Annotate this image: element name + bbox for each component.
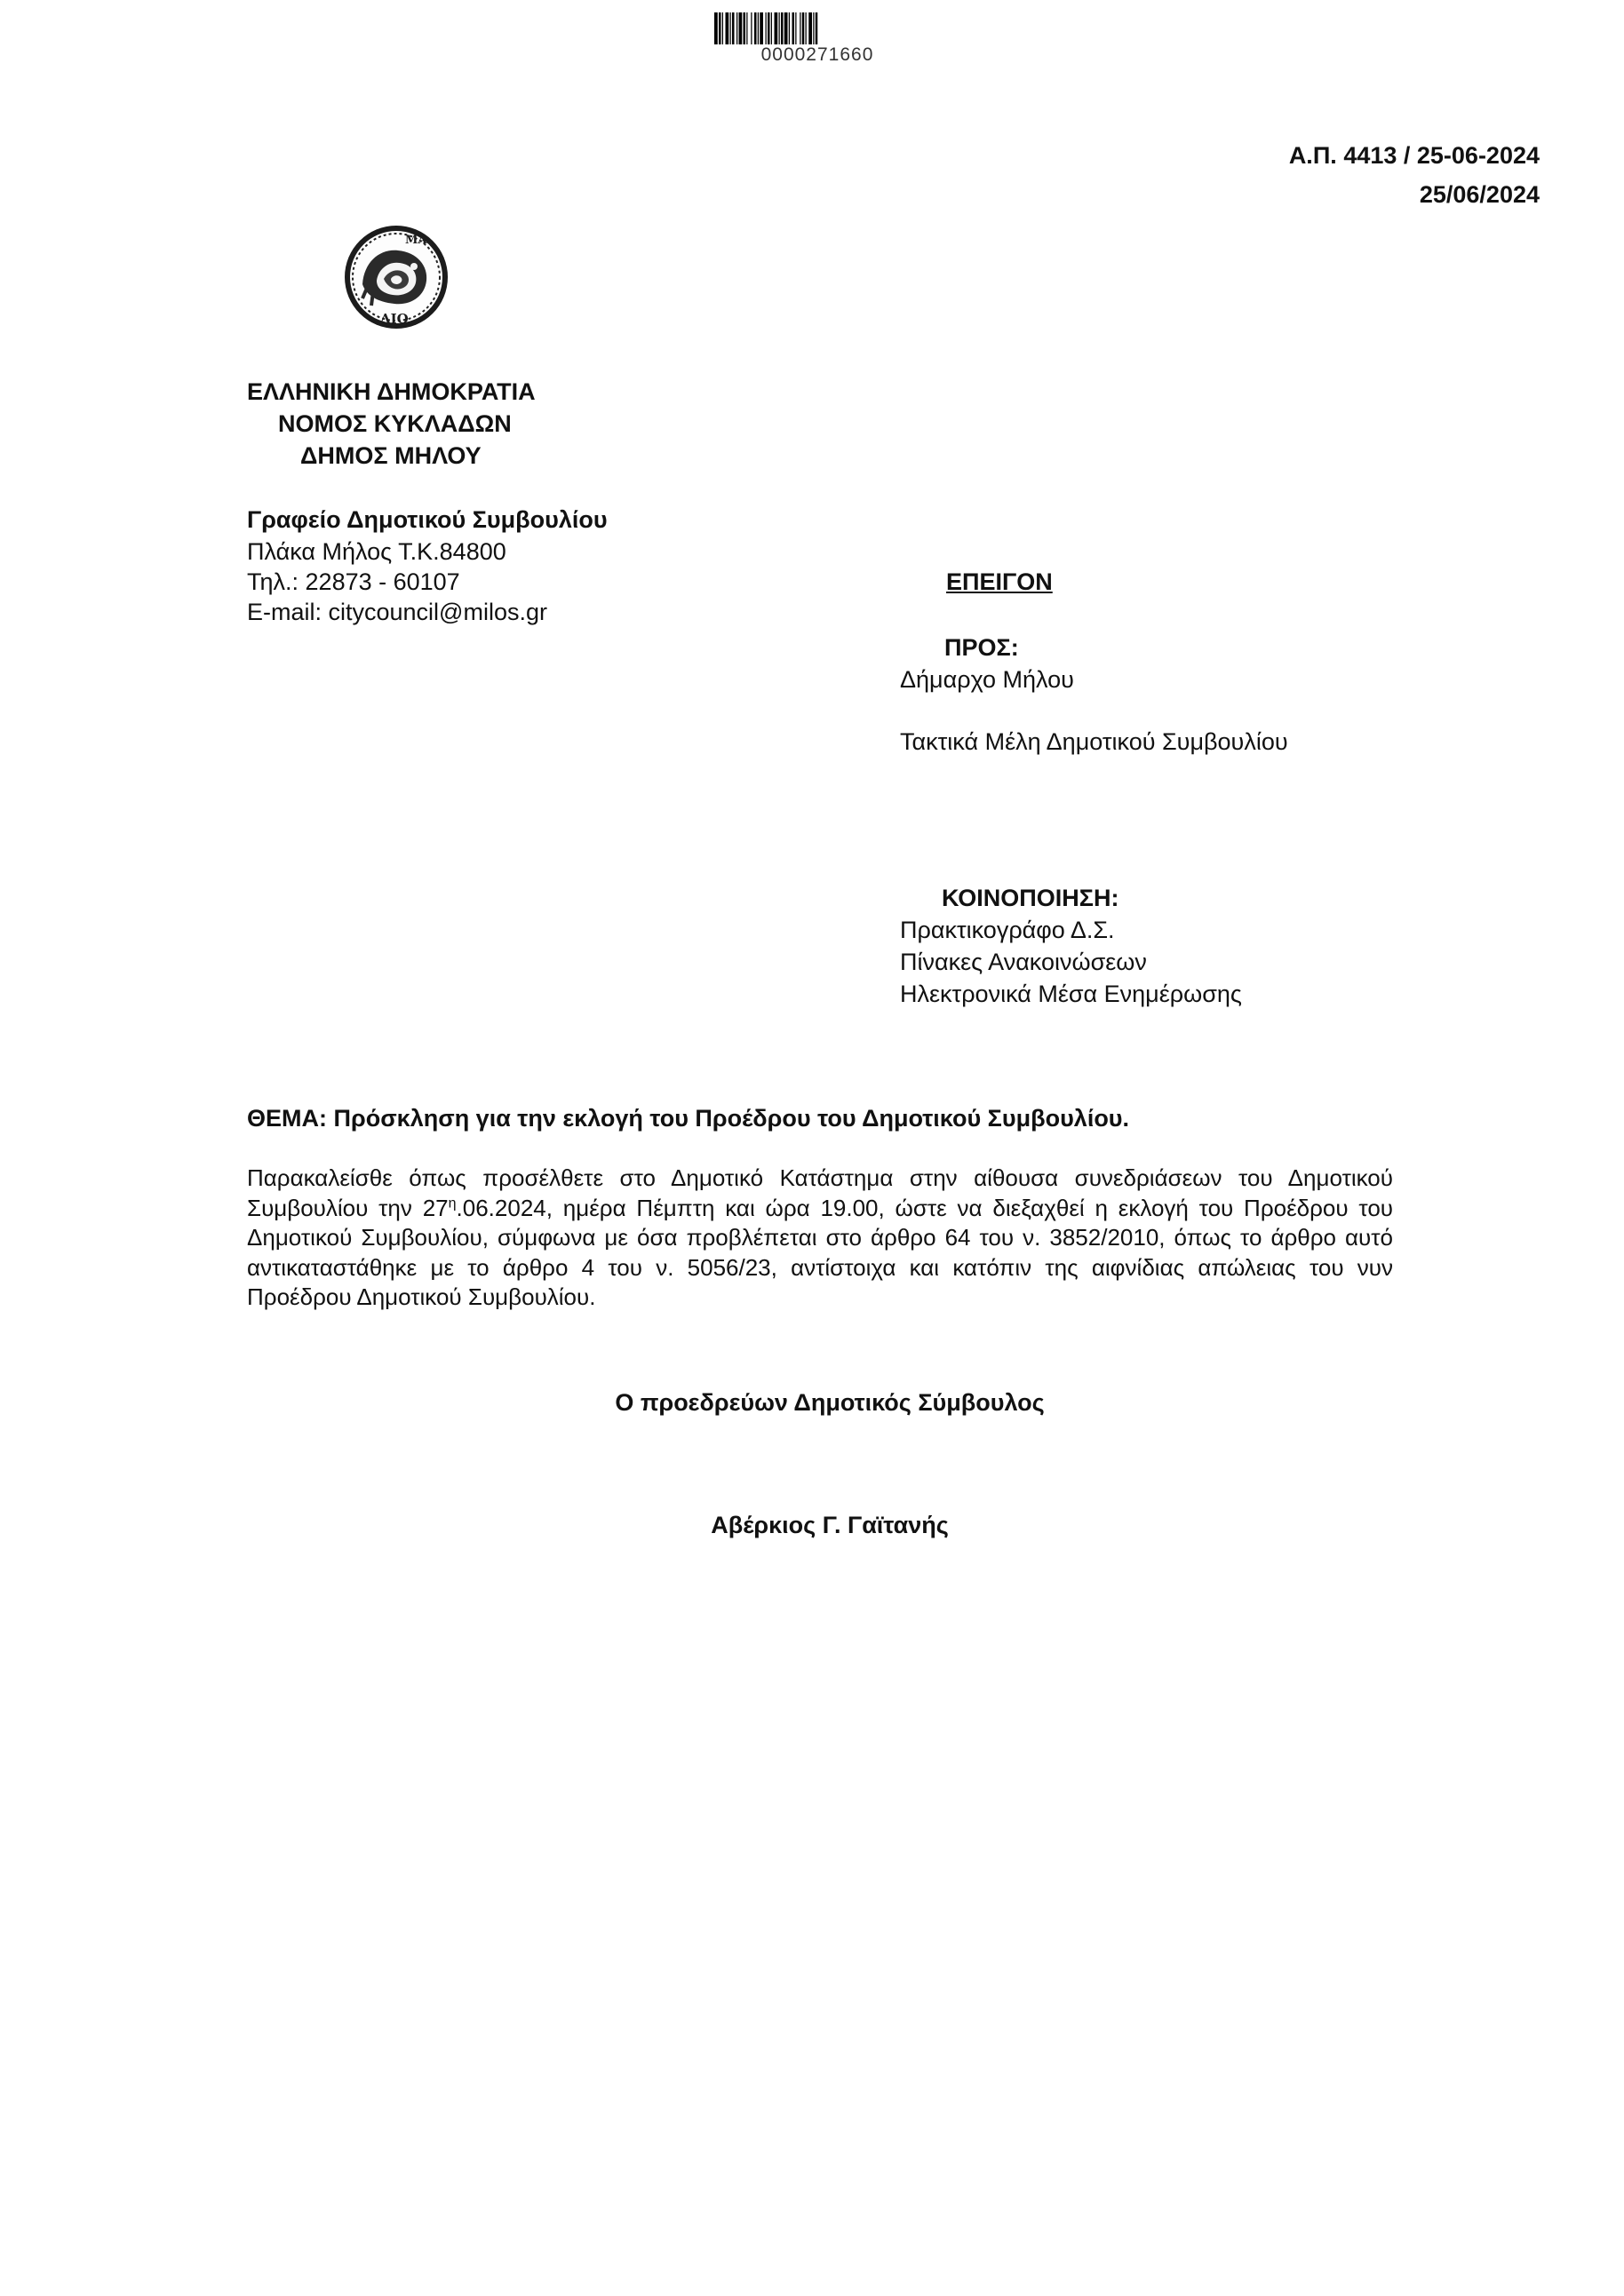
barcode-bar	[792, 12, 795, 44]
recipient-item: Τακτικά Μέλη Δημοτικού Συμβουλίου	[900, 728, 1288, 755]
sender-email: E-mail: citycouncil@milos.gr	[247, 599, 547, 625]
urgent-label: ΕΠΕΙΓΟΝ	[946, 568, 1053, 595]
barcode-bar	[795, 12, 796, 44]
barcode-bar	[802, 12, 805, 44]
body-paragraph	[247, 1164, 1393, 1313]
barcode-bar	[775, 12, 778, 44]
barcode-bar	[754, 12, 757, 44]
barcode-bar	[722, 12, 723, 44]
barcode-bar	[808, 12, 812, 44]
sender-municipality: ΔΗΜΟΣ ΜΗΛΟΥ	[300, 442, 482, 469]
sender-office: Γραφείο Δημοτικού Συμβουλίου	[247, 506, 608, 533]
sender-country: ΕΛΛΗΝΙΚΗ ΔΗΜΟΚΡΑΤΙΑ	[247, 378, 536, 405]
barcode-bar	[781, 12, 784, 44]
barcode-bar	[751, 12, 752, 44]
signature-name: Αβέρκιος Γ. Γαϊτανής	[711, 1512, 949, 1538]
barcode-bar	[739, 12, 743, 44]
barcode-bar	[779, 12, 780, 44]
barcode-bars	[714, 12, 920, 44]
protocol-number: Α.Π. 4413 / 25-06-2024	[1288, 142, 1540, 169]
sender-address: Πλάκα Μήλος Τ.Κ.84800	[247, 538, 506, 565]
barcode-bar	[719, 12, 721, 44]
body-text-part2: .06.2024, ημέρα Πέμπτη και ώρα 19.00, ώστε να διεξαχθεί η εκλογή του Προέδρου του Δημοτικού Συμβουλίου, σύμφωνα με όσα προβλέπεται στο άρθρο 64 του ν. 3852/2010, όπως το άρθρο αυτό αντικαταστάθηκε με το άρθρο 4 του ν. 5056/23, αντίστοιχα και κατόπιν της αιφνίδιας απώλειας του νυν Προέδρου Δημοτικού Συμβουλίου.	[247, 1194, 1393, 1310]
notification-item: Ηλεκτρονικά Μέσα Ενημέρωσης	[900, 981, 1242, 1007]
barcode-bar	[726, 12, 729, 44]
barcode-bar	[766, 12, 767, 44]
signature-title: Ο προεδρεύων Δημοτικός Σύμβουλος	[615, 1389, 1045, 1416]
barcode-bar	[730, 12, 731, 44]
barcode-bar	[760, 12, 763, 44]
barcode-bar	[813, 12, 814, 44]
barcode-bar	[768, 12, 770, 44]
barcode-bar	[784, 12, 788, 44]
barcode-bar	[758, 12, 759, 44]
body-superscript: η	[448, 1195, 457, 1211]
barcode-bar	[806, 12, 807, 44]
barcode-bar	[771, 12, 772, 44]
notification-item: Πρακτικογράφο Δ.Σ.	[900, 917, 1115, 943]
barcode-bar	[732, 12, 735, 44]
barcode-bar	[744, 12, 746, 44]
body-text-part1: Παρακαλείσθε όπως προσέλθετε στο Δημοτικό Κατάστημα στην αίθουσα συνεδριάσεων του Δημοτικού Συμβουλίου την 27	[247, 1164, 1393, 1221]
sender-prefecture: ΝΟΜΟΣ ΚΥΚΛΑΔΩΝ	[278, 410, 512, 437]
barcode-bar	[714, 12, 718, 44]
subject-line: ΘΕΜΑ: Πρόσκληση για την εκλογή του Προέδρου του Δημοτικού Συμβουλίου.	[247, 1105, 1130, 1132]
barcode-bar	[816, 12, 818, 44]
barcode-bar	[746, 12, 747, 44]
barcode-bar	[736, 12, 737, 44]
recipients-heading: ΠΡΟΣ:	[944, 634, 1019, 661]
sender-phone: Τηλ.: 22873 - 60107	[247, 568, 460, 595]
svg-text:ΛΙΟ: ΛΙΟ	[380, 311, 409, 327]
svg-text:ΜΑ: ΜΑ	[405, 234, 427, 247]
municipality-seal-logo	[341, 222, 451, 332]
notification-heading: ΚΟΙΝΟΠΟΙΗΣΗ:	[942, 885, 1119, 911]
barcode-number: 0000271660	[760, 44, 874, 65]
document-date: 25/06/2024	[1419, 181, 1540, 208]
notification-item: Πίνακες Ανακοινώσεων	[900, 949, 1147, 975]
recipient-item: Δήμαρχο Μήλου	[900, 666, 1074, 693]
barcode-bar	[789, 12, 790, 44]
barcode	[714, 12, 920, 44]
